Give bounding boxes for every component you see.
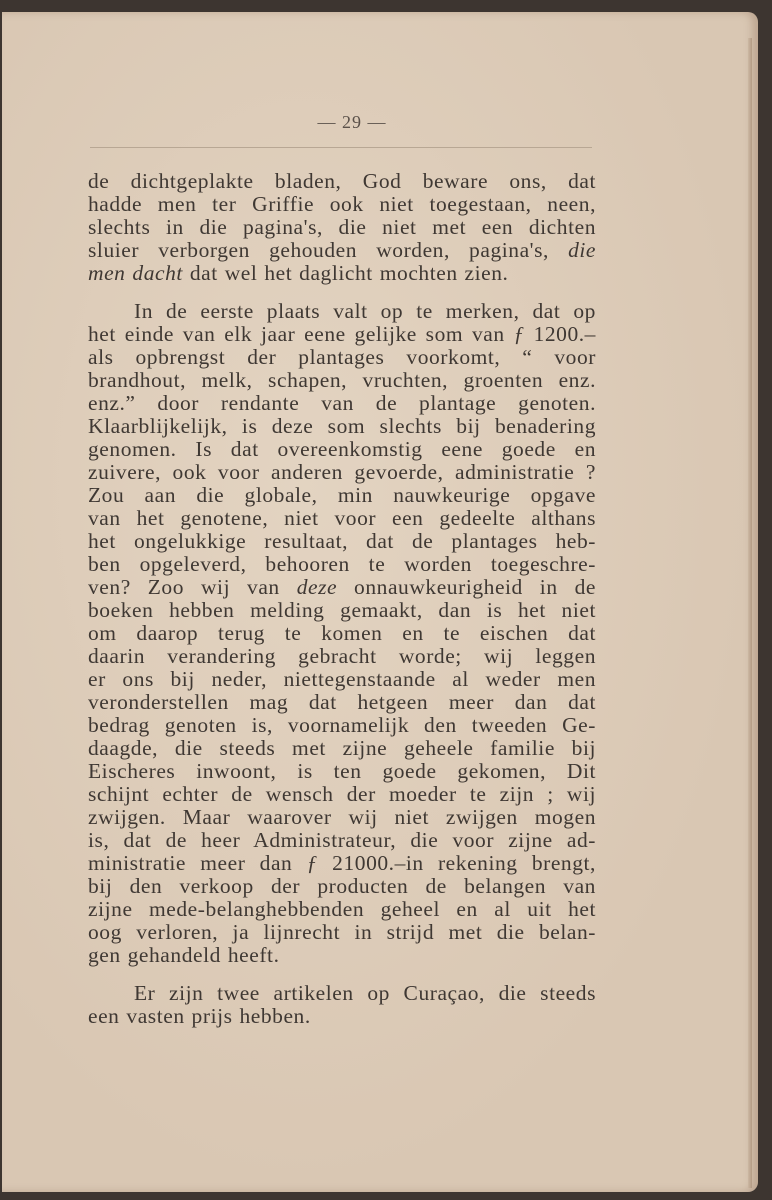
text-segment: ministratie meer dan <box>88 851 293 875</box>
text-line <box>88 262 596 285</box>
text-line <box>88 576 596 599</box>
text-segment: dat wel het daglicht mochten zien. <box>189 261 509 285</box>
text-line: zijne mede-belanghebbenden geheel en al uit het <box>88 897 596 921</box>
text-line: gen gehandeld heeft. <box>88 943 280 967</box>
text-line: bedrag genoten is, voornamelijk den tweeden Ge- <box>88 713 596 737</box>
book-page <box>2 12 758 1192</box>
text-line: Zou aan die globale, min nauwkeurige opgave <box>88 483 596 507</box>
text-line: genomen. Is dat overeenkomstig eene goede en <box>88 437 596 461</box>
page-edge <box>748 38 752 1188</box>
paragraph-3 <box>88 982 596 1028</box>
text-line: is, dat de heer Administrateur, die voor zijne ad- <box>88 828 596 852</box>
text-line: hadde men ter Griffie ook niet toegestaan, neen, <box>88 192 596 216</box>
text-line: ben opgeleverd, behooren te worden toegeschre- <box>88 552 596 576</box>
text-line: slechts in die pagina's, die niet met een dichten <box>88 215 596 239</box>
italic-text: men dacht <box>88 261 183 285</box>
italic-text: deze <box>296 575 338 599</box>
text-line: In de eerste plaats valt op te merken, dat op <box>134 299 596 323</box>
paragraph-1 <box>88 170 596 285</box>
paragraph-2 <box>88 300 596 967</box>
text-line <box>88 323 596 346</box>
text-line: veronderstellen mag dat hetgeen meer dan dat <box>88 690 596 714</box>
text-segment: het einde van elk jaar eene gelijke som van <box>88 322 505 346</box>
italic-text: die <box>568 238 596 262</box>
text-line <box>88 852 596 875</box>
text-line: een vasten prijs hebben. <box>88 1004 311 1028</box>
text-line: zwijgen. Maar waarover wij niet zwijgen mogen <box>88 805 596 829</box>
body-text <box>88 170 596 1028</box>
text-line: brandhout, melk, schapen, vruchten, groenten enz. <box>88 368 596 392</box>
text-line: daagde, die steeds met zijne geheele familie bij <box>88 736 596 760</box>
text-line: enz.” door rendante van de plantage genoten. <box>88 391 596 415</box>
text-line: zuivere, ook voor anderen gevoerde, administratie ? <box>88 460 596 484</box>
italic-text: ƒ <box>306 851 318 875</box>
text-line: het ongelukkige resultaat, dat de plantages heb- <box>88 529 596 553</box>
text-line: Er zijn twee artikelen op Curaçao, die steeds <box>134 981 596 1005</box>
header-rule <box>90 147 592 148</box>
italic-text: ƒ <box>513 322 525 346</box>
text-line: de dichtgeplakte bladen, God beware ons, dat <box>88 169 596 193</box>
text-line: boeken hebben melding gemaakt, dan is het niet <box>88 598 596 622</box>
text-line: oog verloren, ja lijnrecht in strijd met die belan- <box>88 920 596 944</box>
text-line: van het genotene, niet voor een gedeelte althans <box>88 506 596 530</box>
text-line: Eischeres inwoont, is ten goede gekomen, Dit <box>88 759 596 783</box>
text-line: om daarop terug te komen en te eischen dat <box>88 621 596 645</box>
text-line: als opbrengst der plantages voorkomt, “ voor <box>88 345 596 369</box>
page-number: — 29 — <box>317 112 387 132</box>
text-segment: ven? Zoo wij van <box>88 575 280 599</box>
text-segment: sluier verborgen gehouden worden, pagina's, <box>88 238 549 262</box>
text-segment: onnauwkeurigheid in de <box>354 575 596 599</box>
text-segment: 1200.– <box>533 322 596 346</box>
text-line: bij den verkoop der producten de belangen van <box>88 874 596 898</box>
text-line: daarin verandering gebracht worde; wij leggen <box>88 644 596 668</box>
text-segment: 21000.–in rekening brengt, <box>332 851 596 875</box>
text-line: er ons bij neder, niettegenstaande al weder men <box>88 667 596 691</box>
text-line: schijnt echter de wensch der moeder te zijn ; wij <box>88 782 596 806</box>
text-line: Klaarblijkelijk, is deze som slechts bij benadering <box>88 414 596 438</box>
text-line <box>88 239 596 262</box>
